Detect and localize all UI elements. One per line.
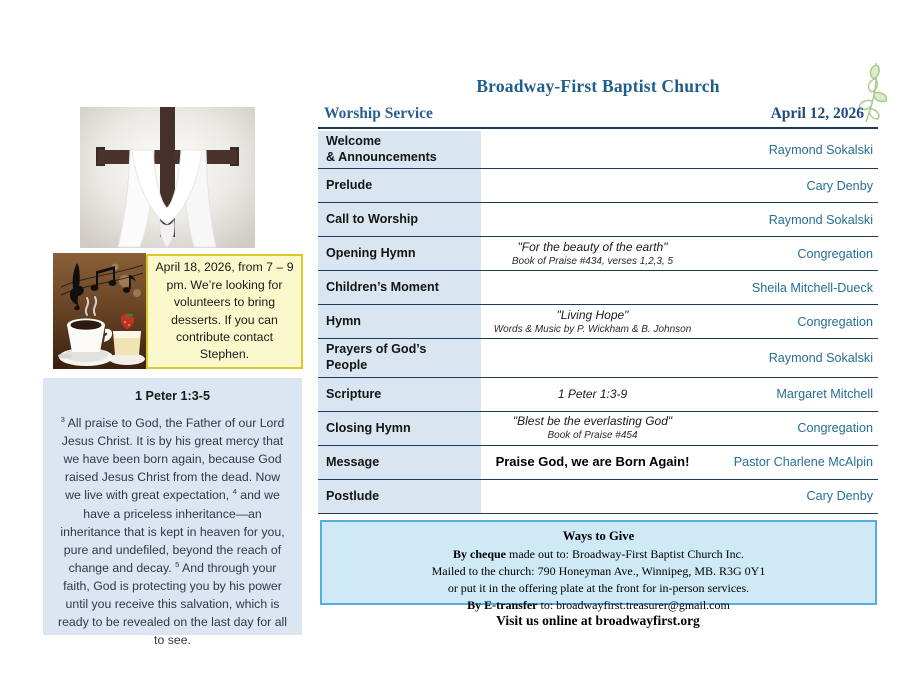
page-title: Broadway-First Baptist Church — [476, 76, 720, 96]
service-row — [318, 480, 878, 514]
ways-line: or put it in the offering plate at the front for in-person services. — [447, 580, 750, 595]
service-item-detail: "For the beauty of the earth" Book of Praise #434, verses 1,2,3, 5 — [511, 239, 674, 267]
ways-line: Mailed to the church: 790 Honeyman Ave., Winnipeg, MB. R3G 0Y1 — [431, 563, 766, 578]
service-item-label: Closing Hymn — [318, 412, 481, 445]
service-row — [318, 339, 878, 377]
service-item-person: Cary Denby — [806, 178, 873, 193]
service-row — [318, 446, 878, 480]
service-item-person: Margaret Mitchell — [776, 387, 873, 402]
service-item-person: Raymond Sokalski — [768, 351, 873, 366]
service-item-person: Sheila Mitchell-Dueck — [751, 280, 873, 295]
service-item-person: Congregation — [797, 314, 873, 329]
service-item-detail — [481, 218, 704, 222]
ways-line: By cheque made out to: Broadway-First Baptist Church Inc. — [453, 546, 744, 561]
service-item-detail — [481, 148, 704, 152]
ways-to-give-title: Ways to Give — [562, 529, 635, 543]
service-header — [318, 98, 878, 129]
service-row — [318, 412, 878, 446]
ways-lines — [322, 546, 875, 614]
worship-service-label: Worship Service — [324, 105, 433, 122]
service-item-label: Welcome & Announcements — [318, 131, 481, 168]
service-row — [318, 237, 878, 271]
service-item-detail — [481, 286, 704, 290]
website-line: Visit us online at broadwayfirst.org — [496, 613, 700, 628]
service-item-detail: "Living Hope" Words & Music by P. Wickham & B. Johnson — [493, 307, 692, 335]
service-row — [318, 169, 878, 203]
scripture-title: 1 Peter 1:3-5 — [135, 389, 210, 403]
service-row — [318, 131, 878, 169]
scripture-box — [43, 378, 302, 648]
coffee-music-image — [53, 253, 146, 369]
service-item-person: Pastor Charlene McAlpin — [733, 455, 873, 470]
service-table — [318, 131, 878, 514]
scripture-text: $^3$ All praise to God, the Father of our Lord Jesus Christ. It is by his great mercy that we have been born again, because God raised Jesus Christ from the dead. Now we live with great expectation, $^4$ and we have a priceless inheritance—an inheritance that is kept in heaven for you, pure and undefiled, beyond the reach of change and decay. $^5$ And through your faith, God is protecting you by his power until you receive this salvation, which is ready to be revealed on the last day for all to see. — [58, 415, 287, 648]
announcement-note — [146, 254, 303, 369]
service-item-label: Call to Worship — [318, 203, 481, 236]
service-item-detail: 1 Peter 1:3-9 — [557, 386, 628, 401]
service-item-label: Message — [318, 446, 481, 479]
service-item-detail: "Blest be the everlasting God" Book of Praise #454 — [512, 414, 673, 442]
service-item-detail — [481, 356, 704, 360]
service-row — [318, 203, 878, 237]
service-item-label: Prayers of God’s People — [318, 339, 481, 376]
service-item-detail — [481, 494, 704, 498]
ways-line: By E-transfer to: broadwayfirst.treasurer@gmail.com — [467, 597, 730, 612]
service-item-detail: Praise God, we are Born Again! — [495, 454, 690, 470]
service-item-person: Congregation — [797, 421, 873, 436]
service-item-label: Scripture — [318, 378, 481, 411]
service-item-person: Raymond Sokalski — [768, 212, 873, 227]
service-item-label: Children’s Moment — [318, 271, 481, 304]
service-item-label: Hymn — [318, 305, 481, 338]
ways-to-give-box — [320, 520, 877, 612]
service-item-person: Congregation — [797, 246, 873, 261]
cross-with-drape-image — [80, 107, 255, 248]
service-item-person: Raymond Sokalski — [768, 142, 873, 157]
service-row — [318, 271, 878, 305]
service-item-detail — [481, 184, 704, 188]
service-row — [318, 305, 878, 339]
service-item-label: Postlude — [318, 480, 481, 513]
service-item-person: Cary Denby — [806, 489, 873, 504]
service-item-label: Opening Hymn — [318, 237, 481, 270]
service-row — [318, 378, 878, 412]
announcement-text: April 18, 2026, from 7 – 9 pm. We’re looking for volunteers to bring desserts. If you can contribute contact Stephen. — [155, 260, 294, 362]
service-date: April 12, 2026 — [770, 105, 864, 122]
service-item-label: Prelude — [318, 169, 481, 202]
